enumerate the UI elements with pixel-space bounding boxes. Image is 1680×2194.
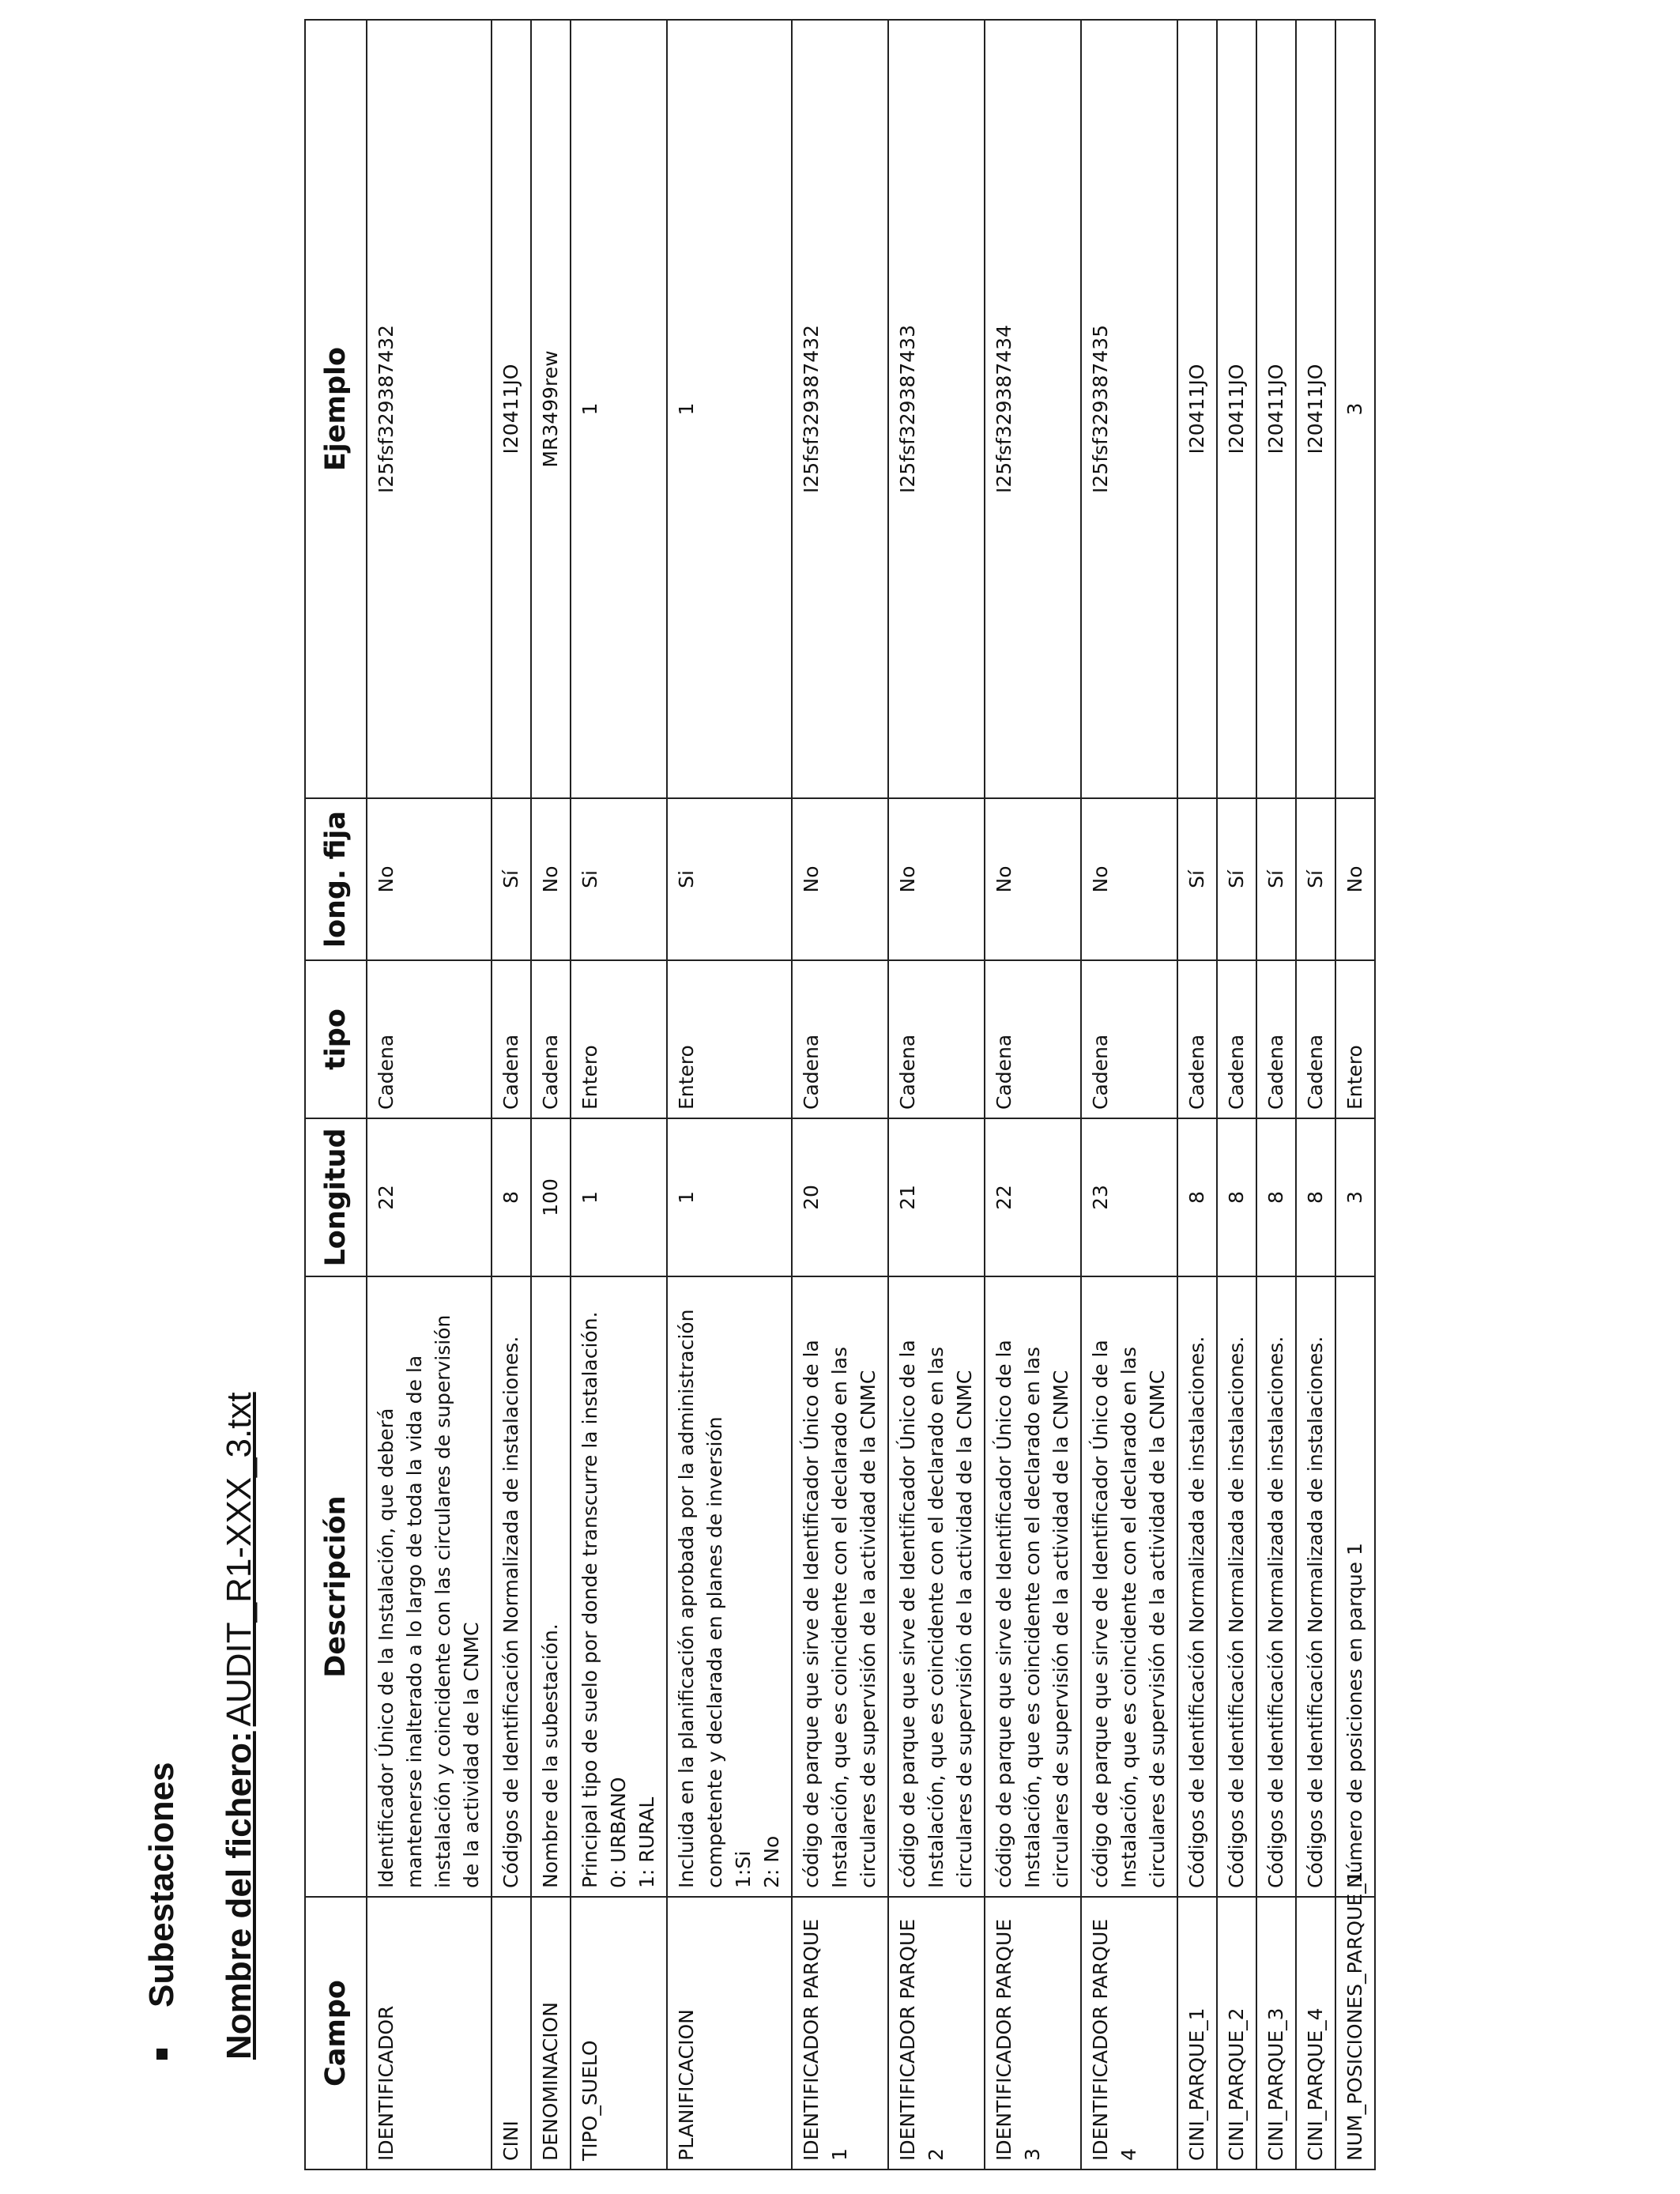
cell-longitud: 22: [367, 1118, 492, 1276]
cell-descripcion: código de parque que sirve de Identificador Único de la Instalación, que es coincidente con el declarado en las circulares de supervisión de la actividad de la CNMC: [792, 1276, 888, 1897]
cell-longitud: 8: [1177, 1118, 1217, 1276]
cell-descripcion: Número de posiciones en parque 1: [1335, 1276, 1375, 1897]
cell-campo: CINI_PARQUE_3: [1256, 1897, 1296, 2169]
cell-long-fija: No: [888, 798, 985, 960]
cell-tipo: Cadena: [1296, 960, 1335, 1118]
cell-ejemplo: I20411JO: [1217, 20, 1256, 798]
file-name: AUDIT_R1-XXX_3.txt: [220, 1392, 258, 1727]
cell-descripcion: Códigos de Identificación Normalizada de instalaciones.: [1296, 1276, 1335, 1897]
table-row: [531, 20, 571, 2169]
cell-longitud: 23: [1081, 1118, 1177, 1276]
cell-tipo: Cadena: [492, 960, 531, 1118]
cell-tipo: Entero: [667, 960, 792, 1118]
cell-ejemplo: I25fsf329387432: [367, 20, 492, 798]
cell-longitud: 20: [792, 1118, 888, 1276]
section-title: Subestaciones: [142, 1762, 181, 2007]
table-row: [1217, 20, 1256, 2169]
cell-ejemplo: I25fsf329387435: [1081, 20, 1177, 798]
header-descripcion: Descripción: [305, 1276, 367, 1897]
cell-campo: NUM_POSICIONES_PARQUE_1: [1335, 1897, 1375, 2169]
cell-long-fija: Sí: [1256, 798, 1296, 960]
cell-descripcion: Incluida en la planificación aprobada por la administración competente y declarada en planes de inversión 1:Si 2: No: [667, 1276, 792, 1897]
table-row: [1296, 20, 1335, 2169]
cell-long-fija: No: [1335, 798, 1375, 960]
table-row: [492, 20, 531, 2169]
cell-long-fija: No: [1081, 798, 1177, 960]
cell-descripcion: Códigos de Identificación Normalizada de instalaciones.: [1217, 1276, 1256, 1897]
cell-tipo: Cadena: [1081, 960, 1177, 1118]
cell-campo: DENOMINACION: [531, 1897, 571, 2169]
header-tipo: tipo: [305, 960, 367, 1118]
cell-tipo: Cadena: [1177, 960, 1217, 1118]
cell-campo: PLANIFICACION: [667, 1897, 792, 2169]
cell-ejemplo: I20411JO: [1256, 20, 1296, 798]
cell-longitud: 3: [1335, 1118, 1375, 1276]
table-row: [667, 20, 792, 2169]
cell-campo: TIPO_SUELO: [571, 1897, 667, 2169]
cell-descripcion: Nombre de la subestación.: [531, 1276, 571, 1897]
cell-long-fija: No: [367, 798, 492, 960]
cell-campo: CINI_PARQUE_2: [1217, 1897, 1256, 2169]
cell-longitud: 1: [571, 1118, 667, 1276]
bullet-icon: [156, 2049, 168, 2060]
cell-tipo: Cadena: [792, 960, 888, 1118]
cell-descripcion: Principal tipo de suelo por donde transcurre la instalación. 0: URBANO 1: RURAL: [571, 1276, 667, 1897]
cell-long-fija: No: [792, 798, 888, 960]
cell-descripcion: Códigos de Identificación Normalizada de instalaciones.: [492, 1276, 531, 1897]
cell-descripcion: código de parque que sirve de Identificador Único de la Instalación, que es coincidente con el declarado en las circulares de supervisión de la actividad de la CNMC: [985, 1276, 1081, 1897]
cell-longitud: 8: [1217, 1118, 1256, 1276]
cell-long-fija: Sí: [492, 798, 531, 960]
cell-campo: IDENTIFICADOR PARQUE 1: [792, 1897, 888, 2169]
table-row: [1256, 20, 1296, 2169]
cell-tipo: Cadena: [985, 960, 1081, 1118]
fields-table: [304, 19, 1376, 2170]
header-campo: Campo: [305, 1897, 367, 2169]
cell-long-fija: Sí: [1217, 798, 1256, 960]
cell-ejemplo: I25fsf329387433: [888, 20, 985, 798]
cell-longitud: 21: [888, 1118, 985, 1276]
cell-ejemplo: I25fsf329387432: [792, 20, 888, 798]
cell-long-fija: Si: [571, 798, 667, 960]
header-longitud: Longitud: [305, 1118, 367, 1276]
cell-longitud: 100: [531, 1118, 571, 1276]
cell-ejemplo: 1: [667, 20, 792, 798]
cell-long-fija: No: [531, 798, 571, 960]
cell-descripcion: Códigos de Identificación Normalizada de instalaciones.: [1256, 1276, 1296, 1897]
cell-campo: CINI_PARQUE_1: [1177, 1897, 1217, 2169]
cell-ejemplo: I20411JO: [492, 20, 531, 798]
header-long-fija: long. fija: [305, 798, 367, 960]
cell-tipo: Entero: [1335, 960, 1375, 1118]
cell-tipo: Cadena: [1256, 960, 1296, 1118]
cell-descripcion: código de parque que sirve de Identificador Único de la Instalación, que es coincidente con el declarado en las circulares de supervisión de la actividad de la CNMC: [888, 1276, 985, 1897]
cell-tipo: Cadena: [888, 960, 985, 1118]
cell-tipo: Cadena: [367, 960, 492, 1118]
cell-tipo: Cadena: [1217, 960, 1256, 1118]
cell-campo: IDENTIFICADOR: [367, 1897, 492, 2169]
section-heading: [142, 1762, 182, 2060]
table-row: [571, 20, 667, 2169]
cell-descripcion: Códigos de Identificación Normalizada de instalaciones.: [1177, 1276, 1217, 1897]
cell-ejemplo: MR3499rew: [531, 20, 571, 798]
cell-longitud: 8: [1256, 1118, 1296, 1276]
cell-campo: CINI_PARQUE_4: [1296, 1897, 1335, 2169]
cell-ejemplo: 3: [1335, 20, 1375, 798]
cell-long-fija: Sí: [1177, 798, 1217, 960]
table-row: [1177, 20, 1217, 2169]
cell-tipo: Cadena: [531, 960, 571, 1118]
cell-long-fija: Sí: [1296, 798, 1335, 960]
table-row: [888, 20, 985, 2169]
file-label: Nombre del fichero:: [220, 1731, 258, 2060]
cell-ejemplo: I25fsf329387434: [985, 20, 1081, 798]
cell-campo: IDENTIFICADOR PARQUE 3: [985, 1897, 1081, 2169]
cell-campo: IDENTIFICADOR PARQUE 4: [1081, 1897, 1177, 2169]
cell-long-fija: Si: [667, 798, 792, 960]
cell-longitud: 8: [1296, 1118, 1335, 1276]
cell-ejemplo: I20411JO: [1296, 20, 1335, 798]
header-ejemplo: Ejemplo: [305, 20, 367, 798]
cell-campo: CINI: [492, 1897, 531, 2169]
table-header-row: [305, 20, 367, 2169]
file-name-line: [220, 1392, 259, 2060]
cell-descripcion: Identificador Único de la Instalación, que deberá mantenerse inalterado a lo largo de toda la vida de la instalación y coincidente con las circulares de supervisión de la actividad de la CNMC: [367, 1276, 492, 1897]
cell-ejemplo: 1: [571, 20, 667, 798]
cell-tipo: Entero: [571, 960, 667, 1118]
table-row: [1335, 20, 1375, 2169]
table-row: [985, 20, 1081, 2169]
cell-longitud: 1: [667, 1118, 792, 1276]
cell-campo: IDENTIFICADOR PARQUE 2: [888, 1897, 985, 2169]
cell-ejemplo: I20411JO: [1177, 20, 1217, 798]
cell-descripcion: código de parque que sirve de Identificador Único de la Instalación, que es coincidente con el declarado en las circulares de supervisión de la actividad de la CNMC: [1081, 1276, 1177, 1897]
cell-longitud: 22: [985, 1118, 1081, 1276]
table-row: [1081, 20, 1177, 2169]
cell-long-fija: No: [985, 798, 1081, 960]
table-row: [792, 20, 888, 2169]
table-row: [367, 20, 492, 2169]
cell-longitud: 8: [492, 1118, 531, 1276]
